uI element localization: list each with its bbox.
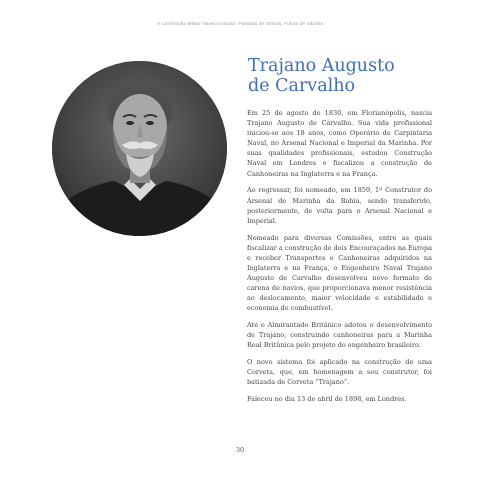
paragraph: Nomeado para diversas Comissões, entre as quais fiscalizar a construção de dois Encouraçados na Europa e receber Transportes e Canhoneiras adquiridos na Inglaterra e na França, o Engenheiro Naval Trajano Augusto de Carvalho desenvolveu novo formato de carena de navios, que proporcionava menor resistência ao deslocamento, maior velocidade e estabilidade e economia de combustível.	[247, 233, 432, 313]
article-body	[247, 108, 432, 411]
paragraph: Ao regressar, foi nomeado, em 1859, 1º Construtor do Arsenal de Marinha da Bahia, sendo transferido, posteriormente, de volta para o Arsenal Nacional e Imperial.	[247, 186, 432, 225]
page-title-line-1: Trajano Augusto	[248, 56, 395, 76]
page-number: 30	[235, 446, 245, 454]
page-title-line-2: de Carvalho	[248, 76, 356, 96]
paragraph: Faleceu no dia 13 de abril de 1898, em Londres.	[247, 395, 407, 404]
portrait-photo-icon	[52, 61, 227, 236]
paragraph: O novo sistema foi aplicado na construção de uma Corveta, que, em homenagem a seu construtor, foi batizada de Corveta “Trajano”.	[247, 358, 432, 387]
portrait-photo	[52, 61, 227, 236]
paragraph: Em 25 de agosto de 1830, em Florianópolis, nascia Trajano Augusto de Carvalho. Sua vida profissional iniciou-se aos 18 anos, como Operário de Carpintaria Naval, no Arsenal Nacional e Imperial da Marinha. Por suas qualidades profissionais, estudou Construção Naval em Londres e fiscalizou a construção de Canhoneiras na Inglaterra e na França.	[247, 109, 432, 178]
running-header: A Construção Militar Naval no Brasil: Passado de Glórias, Futuro de Vitórias	[156, 21, 324, 26]
page-title	[248, 56, 448, 96]
paragraph: Até o Almirantado Britânico adotou o desenvolvimento de Trajano, construindo canhoneiras para a Marinha Real Britânica pelo projeto do engenheiro brasileiro.	[247, 321, 432, 350]
